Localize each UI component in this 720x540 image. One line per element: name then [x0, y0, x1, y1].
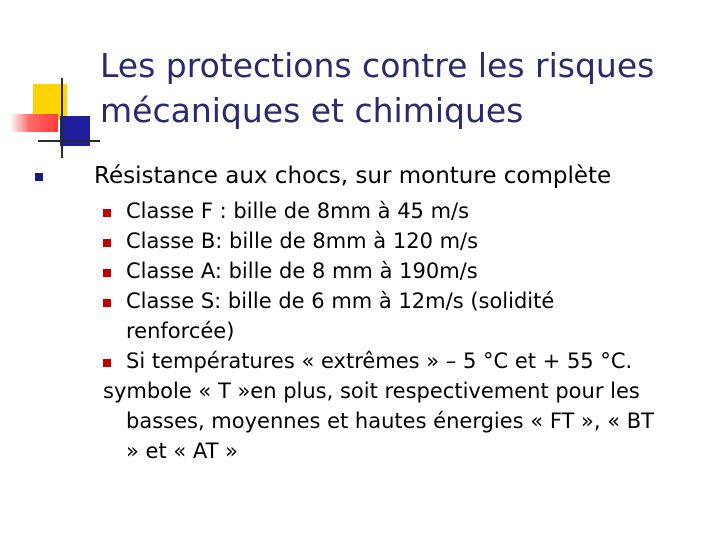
logo-vertical-line — [61, 78, 63, 158]
sub-bullet-text: Classe A: bille de 8 mm à 190m/s — [126, 259, 478, 283]
sub-bullet-text: Classe B: bille de 8mm à 120 m/s — [126, 229, 479, 253]
sub-bullet-text: Classe F : bille de 8mm à 45 m/s — [126, 199, 470, 223]
sub-bullet-text: Classe S: bille de 6 mm à 12m/s (solidité — [126, 289, 555, 313]
main-bullet-square-icon — [35, 173, 43, 181]
sub-bullet-text-continued: renforcée) — [126, 319, 235, 343]
sub-bullet-list — [103, 196, 703, 466]
sub-bullet-square-icon — [103, 299, 111, 307]
logo-red-bar — [10, 114, 58, 132]
sub-bullet-square-icon — [103, 269, 111, 277]
paragraph-line-1: symbole « T »en plus, soit respectivement pour les — [103, 379, 640, 403]
main-bullet-text: Résistance aux chocs, sur monture complète — [94, 163, 612, 189]
title-line-1: Les protections contre les risques — [100, 46, 655, 85]
sub-bullet-item — [103, 226, 703, 256]
symbol-paragraph — [103, 376, 703, 466]
logo-horizontal-line — [38, 140, 100, 142]
slide-logo — [0, 0, 110, 170]
paragraph-line-3: » et « AT » — [126, 439, 238, 463]
sub-bullet-item — [103, 196, 703, 226]
slide-title — [100, 43, 710, 133]
sub-bullet-item — [103, 286, 703, 346]
sub-bullet-square-icon — [103, 239, 111, 247]
sub-bullet-square-icon — [103, 359, 111, 367]
sub-bullet-square-icon — [103, 209, 111, 217]
sub-bullet-text: Si températures « extrêmes » – 5 °C et + 55 °C. — [126, 349, 633, 373]
sub-bullet-item — [103, 256, 703, 286]
sub-bullet-item — [103, 346, 703, 376]
title-line-2: mécaniques et chimiques — [100, 91, 524, 130]
paragraph-line-2: basses, moyennes et hautes énergies « FT », « BT — [126, 409, 654, 433]
